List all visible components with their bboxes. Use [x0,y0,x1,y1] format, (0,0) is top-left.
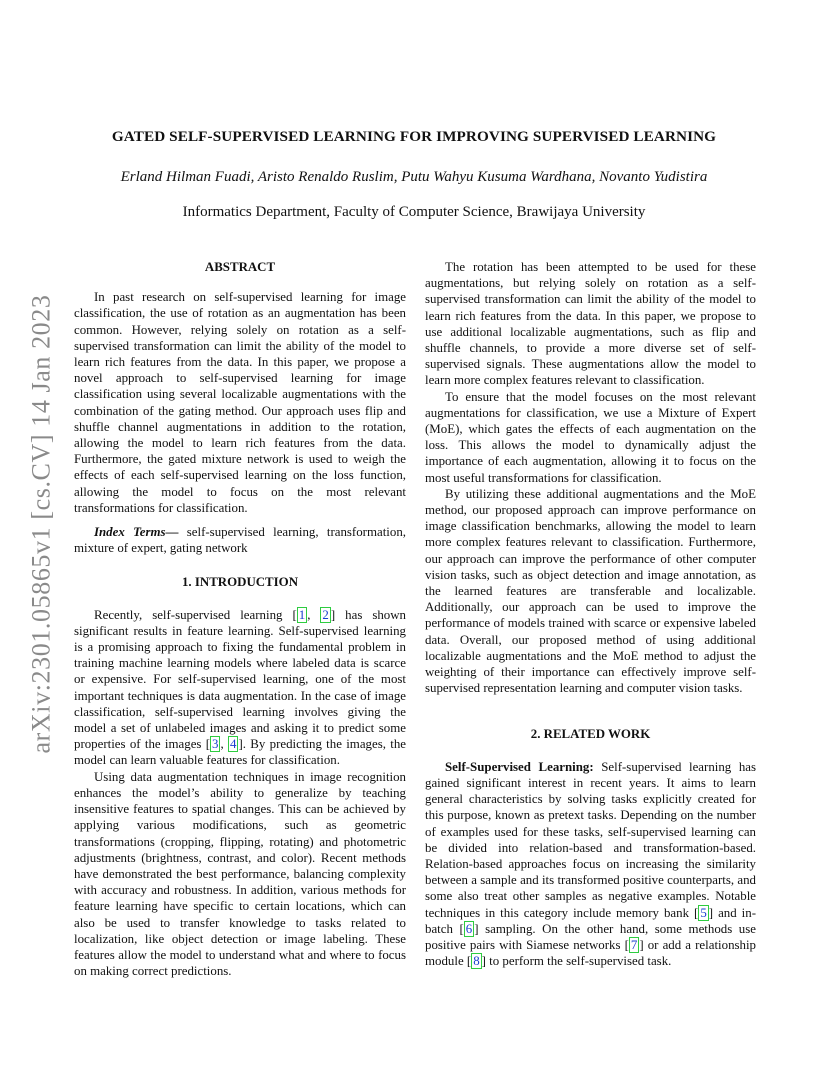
citation-3-link[interactable]: 3 [212,737,219,752]
right-paragraph-1: The rotation has been attempted to be used for these augmentations, but relying solely on rotation as a self-supervised transformation can limit the ability of the model to learn rich features from the data. In this paper, we propose to use additional localizable augmentations, such as flip and shuffle channels, to provide a more diverse set of self-supervised signals. These augmentations allow the model to learn more complex features relevant to classification. [425,260,756,388]
citation-4-link[interactable]: 4 [230,737,237,752]
citation-7-link[interactable]: 7 [630,937,638,952]
rw-text-4: or add a relationship module [425,937,757,969]
intro-text-c: . By predicting the images, the model can learn valuable features for classification. [74,737,407,768]
paper-authors: Erland Hilman Fuadi, Aristo Renaldo Ruslim, Putu Wahyu Kusuma Wardhana, Novanto Yudistira [120,169,708,185]
citation-2-link[interactable]: 2 [322,607,329,622]
paper-affiliation: Informatics Department, Faculty of Computer Science, Brawijaya University [182,204,646,220]
citation-8-link[interactable]: 8 [473,954,480,969]
abstract-text: In past research on self-supervised learning for image classification, the use of rotation as an augmentation has been common. However, relying solely on rotation as a self-supervised transformation can limit the ability of the model to learn rich features from the data. In this paper, we propose a novel approach to self-supervised learning for image classification using several localizable augmentations with the combination of the gating method. Our approach uses flip and shuffle channel augmentations in addition to the rotation, allowing the model to learn rich features from the data. Furthermore, the gated mixture network is used to weigh the effects of each self-supervised learning on the loss function, allowing the model to focus on the most relevant transformations for classification. [74,290,406,515]
rw-text-2: and in-batch [425,905,756,936]
abstract-heading: ABSTRACT [204,260,276,274]
citation-separator: , [307,607,321,622]
rw-text-3: sampling. On the other hand, some methods use positive pairs with Siamese networks [425,921,756,952]
citation-5-link[interactable]: 5 [700,905,707,920]
intro-text-a: Recently, self-supervised learning [94,607,293,622]
citation-1-link[interactable]: 1 [298,607,306,622]
rw-text-5: to perform the self-supervised task. [485,954,672,969]
right-paragraph-2: To ensure that the model focuses on the most relevant augmentations for classification, we use a Mixture of Expert (MoE), which gates the effects of each augmentation on the loss. This allows the model to dynamically adjust the importance of each augmentation, allowing it to focus on the most useful transformations for classification. [425,389,756,485]
paper-title: GATED SELF-SUPERVISED LEARNING FOR IMPROVING SUPERVISED LEARNING [111,128,717,145]
citation-separator: , [220,737,229,752]
index-terms-text: self-supervised learning, transformation, mixture of expert, gating network [74,525,406,556]
index-terms-label: Index Terms— [94,525,179,540]
intro-text-b: has shown significant results in feature learning. Self-supervised learning is a promising approach to fixing the fundamental problem in training machine learning models where labeled data is scarce or expensive. For self-supervised learning, one of the most important techniques is data augmentation. In the case of image classification, self-supervised learning involves giving the model a set of unlabeled images and asking it to predict some properties of the images [74,607,406,752]
citation-6-link[interactable]: 6 [465,921,473,936]
right-paragraph-3: By utilizing these additional augmentations and the MoE method, our proposed approach can improve performance on image classification benchmarks, allowing the model to learn more complex features relevant to classification. Furthermore, our approach can improve the performance of other computer vision tasks, such as object detection and image annotation, as the learned features are transferable and localizable. Additionally, our approach can be used to improve the performance of models trained with scarce or expensive labeled data. Overall, our proposed method of using additional localizable augmentations and the MoE method to adjust the weighting of their importance can effectively improve self-supervised representation learning and computer vision tasks. [425,486,756,696]
left-column [74,259,406,979]
rw-text-1: Self-supervised learning has gained significant interest in recent years. It aims to learn general characteristics by solving tasks explicitly created for this purpose, known as pretext tasks. Depending on the number of examples used for these tasks, self-supervised learning can be divided into relation-based and transformation-based. Relation-based approaches focus on increasing the similarity between a sample and its transformed positive counterparts, and some also treat other samples as negative examples. Notable techniques in this category include memory bank [425,759,757,920]
right-column [425,259,756,969]
index-terms [74,524,406,556]
related-work-lead: Self-Supervised Learning: [445,759,594,774]
arxiv-identifier [16,289,66,759]
introduction-paragraph-2: Using data augmentation techniques in image recognition enhances the model’s ability to generalize by teaching insensitive features to spatial changes. This can be achieved by applying various modifications, such as geometric transformations (cropping, flipping, rotating) and photometric adjustments (brightness, contrast, and color). Recent methods have demonstrated the best performance, balancing complexity with accuracy and robustness. In addition, various methods for feature learning have specific to certain locations, which can also be used to transfer knowledge to tasks related to localization, like object detection or image labeling. These features allow the model to understand what and where to focus on making correct predictions. [74,769,406,979]
related-work-paragraph: Self-Supervised Learning: Self-supervised learning has gained significant interest in recent years. It aims to learn general characteristics by solving tasks explicitly created for this purpose, known as pretext tasks. Depending on the number of examples used for these tasks, self-supervised learning can be divided into relation-based and transformation-based. Relation-based approaches focus on increasing the similarity between a sample and its transformed positive counterparts, and some also treat other samples as negative examples. Notable techniques in this category include memory bank [ 5 ] and in-batch [ 6 ] sampling. On the other hand, some methods use positive pairs with Siamese networks [ 7 ] or add a relationship module [ 8 ] to perform the self-supervised task. [425,759,757,969]
introduction-heading: 1. INTRODUCTION [181,575,299,590]
introduction-paragraph-1: Recently, self-supervised learning [ 1 , 2 ] has shown significant results in feature learning. Self-supervised learning is a promising approach to fixing the fundamental problem in training machine learning models where labeled data is scarce or expensive. For self-supervised learning, one of the most important techniques is data augmentation. In the case of image classification, self-supervised learning involves giving the model a set of unlabeled images and asking it to predict some properties of the images [ 3 , 4 ]. By predicting the images, the model can learn valuable features for classification. [74,607,407,768]
arxiv-identifier-text: arXiv:2301.05865v1 [cs.CV] 14 Jan 2023 [26,294,56,754]
related-work-heading: 2. RELATED WORK [530,727,651,742]
